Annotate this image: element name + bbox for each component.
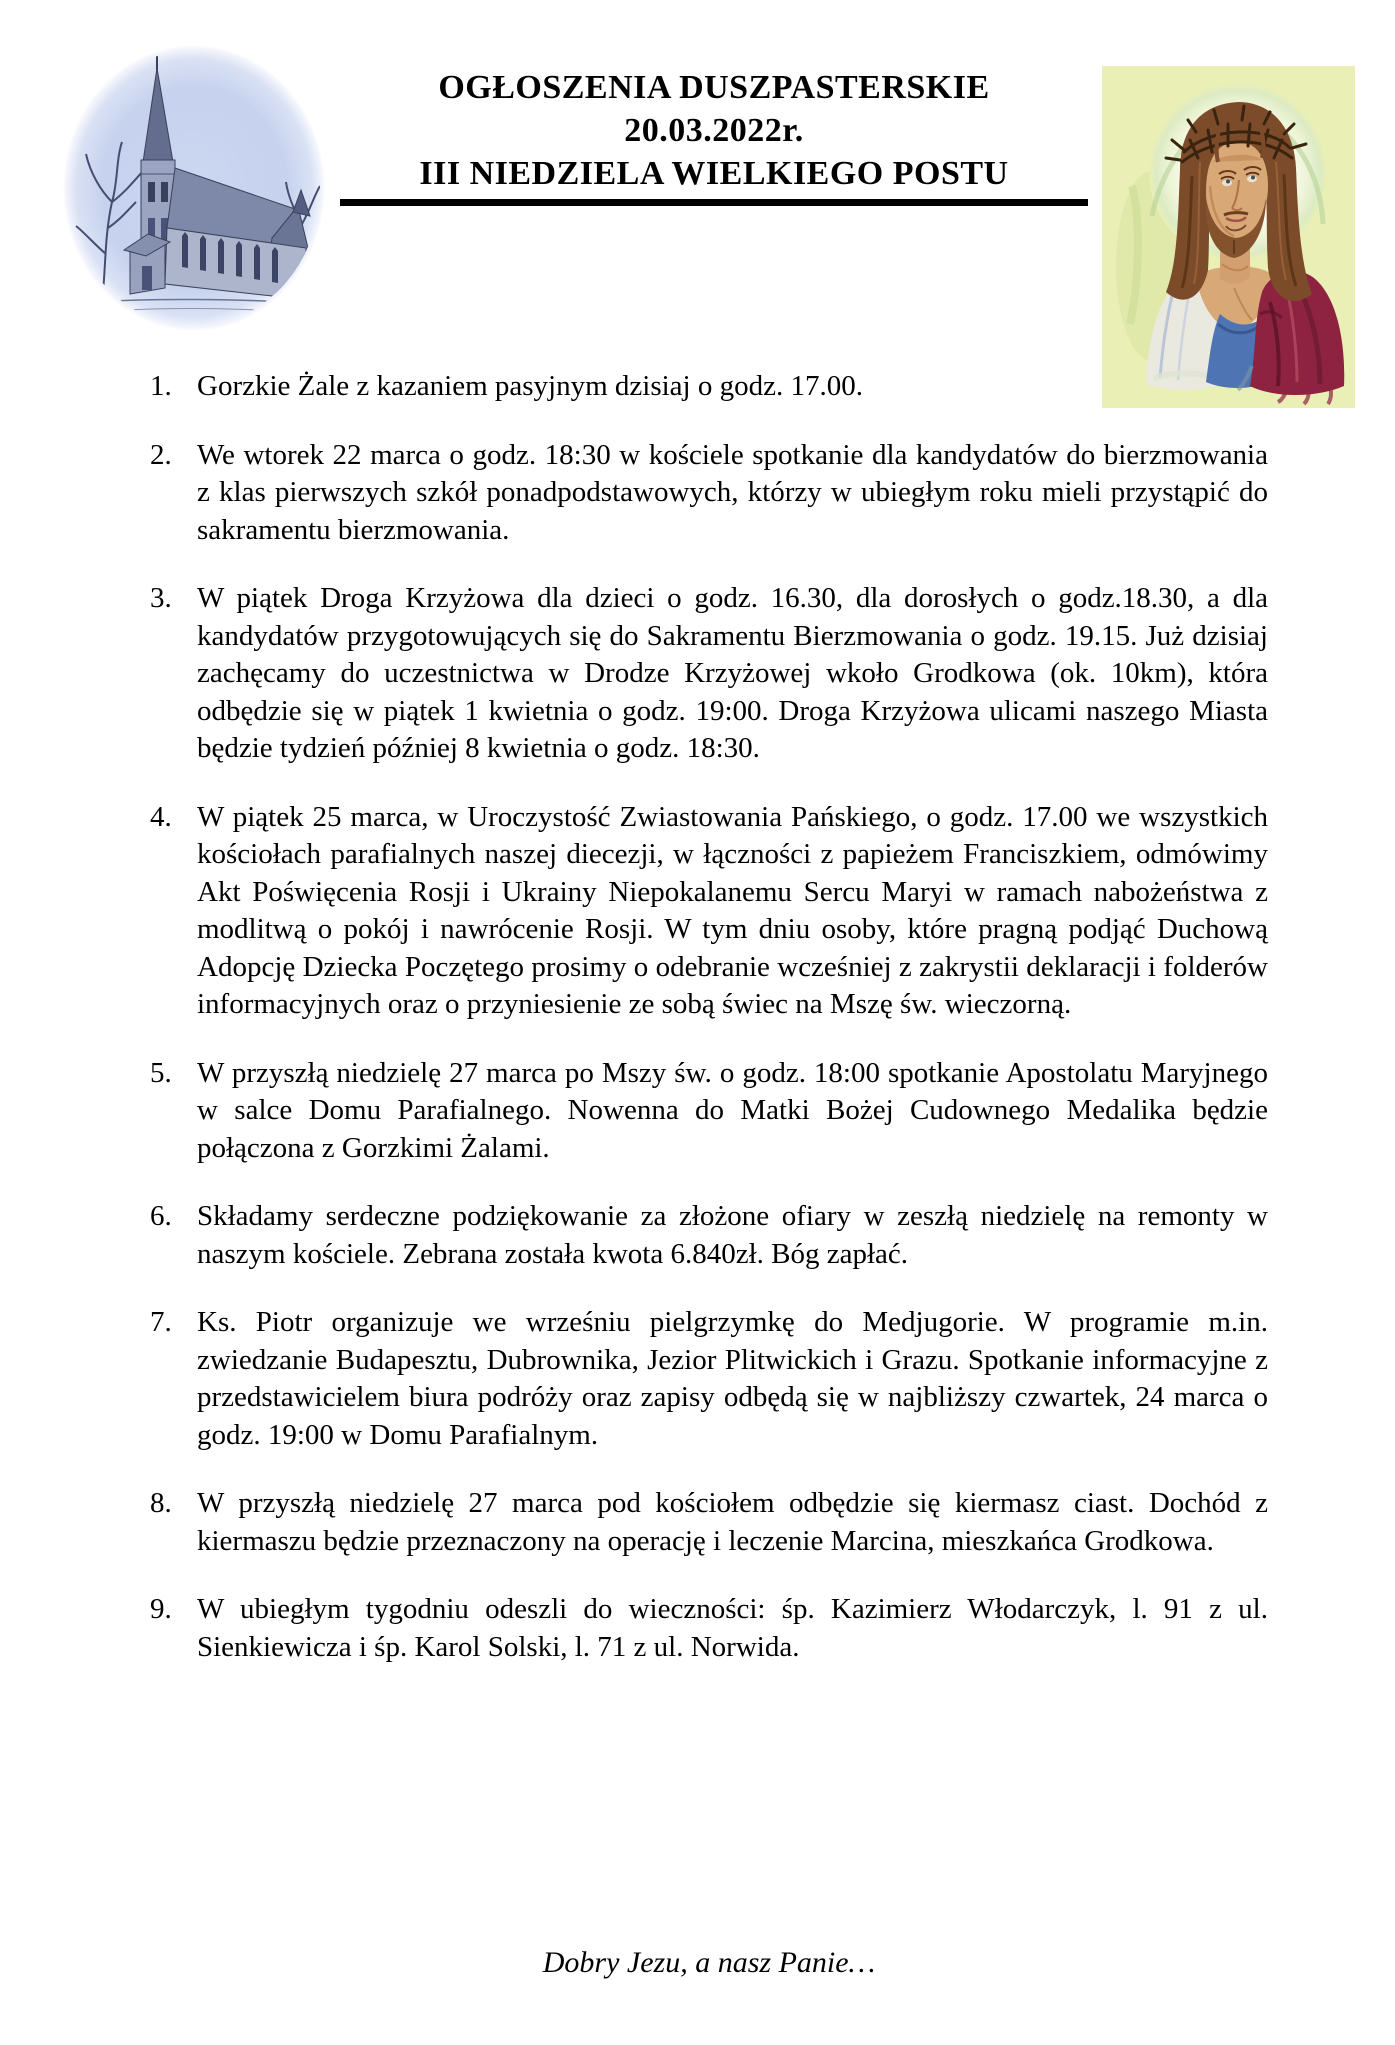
jesus-portrait-drawing [1102,66,1355,408]
announcement-number: 9. [150,1593,172,1625]
announcement-item-8 [150,1485,1268,1560]
announcement-text: W piątek 25 marca, w Uroczystość Zwiastowania Pańskiego, o godz. 17.00 we wszystkich kościołach parafialnych naszej diecezji, w łączności z papieżem Franciszkiem, odmówimy Akt Poświęcenia Rosji i Ukrainy Niepokalanemu Sercu Maryi w ramach nabożeństwa z modlitwą o pokój i nawrócenie Rosji. W tym dniu osoby, które pragną podjąć Duchową Adopcję Dziecka Poczętego prosimy o odebranie wcześniej z zakrystii deklaracji i folderów informacyjnych oraz o przyniesienie ze sobą świec na Mszę św. wieczorną. [197,800,1268,1020]
announcement-number: 6. [150,1200,172,1232]
announcement-text: Gorzkie Żale z kazaniem pasyjnym dzisiaj o godz. 17.00. [197,370,863,402]
bulletin-subtitle: III NIEDZIELA WIELKIEGO POSTU [419,155,1009,192]
announcement-item-9 [150,1591,1268,1666]
announcement-text: W przyszłą niedzielę 27 marca pod kościołem odbędzie się kiermasz ciast. Dochód z kiermaszu będzie przeznaczony na operację i leczenie Marcina, mieszkańca Grodkowa. [197,1487,1268,1557]
announcement-item-2 [150,437,1268,550]
announcement-text: Ks. Piotr organizuje we wrześniu pielgrzymkę do Medjugorie. W programie m.in. zwiedzanie Budapesztu, Dubrownika, Jezior Plitwickich i Grazu. Spotkanie informacyjne z przedstawicielem biura podróży oraz zapisy odbędą się w najbliższy czwartek, 24 marca o godz. 19:00 w Domu Parafialnym. [197,1306,1268,1451]
announcement-text: We wtorek 22 marca o godz. 18:30 w kościele spotkanie dla kandydatów do bierzmowania z klas pierwszych szkół ponadpodstawowych, którzy w ubiegłym roku mieli przystąpić do sakramentu bierzmowania. [197,438,1268,546]
announcement-number: 2. [150,438,172,471]
bulletin-header [340,66,1088,195]
closing-prayer: Dobry Jezu, a nasz Panie… [542,1946,876,1979]
bulletin-title: OGŁOSZENIA DUSZPASTERSKIE [438,69,990,106]
announcement-item-5 [150,1055,1268,1168]
announcement-text: W ubiegłym tygodniu odeszli do wieczności: śp. Kazimierz Włodarczyk, l. 91 z ul. Sienkiewicza i śp. Karol Solski, l. 71 z ul. Norwida. [197,1593,1268,1663]
church-sketch-drawing [60,42,328,332]
announcements-list [150,368,1268,1697]
announcement-text: Składamy serdeczne podziękowanie za złożone ofiary w zeszłą niedzielę na remonty w naszym kościele. Zebrana została kwota 6.840zł. Bóg zapłać. [197,1200,1268,1270]
header-divider [340,199,1088,206]
announcement-number: 3. [150,582,172,614]
jesus-portrait-image [1102,66,1355,408]
announcement-number: 4. [150,800,172,833]
announcement-item-4 [150,799,1268,1024]
announcement-text: W piątek Droga Krzyżowa dla dzieci o godz. 16.30, dla dorosłych o godz.18.30, a dla kandydatów przygotowujących się do Sakramentu Bierzmowania o godz. 19.15. Już dzisiaj zachęcamy do uczestnictwa w Drodze Krzyżowej wkoło Grodkowa (ok. 10km), która odbędzie się w piątek 1 kwietnia o godz. 19:00. Droga Krzyżowa ulicami naszego Miasta będzie tydzień później 8 kwietnia o godz. 18:30. [197,582,1268,764]
announcement-number: 5. [150,1056,172,1089]
announcement-item-3 [150,580,1268,768]
announcement-text: W przyszłą niedzielę 27 marca po Mszy św. o godz. 18:00 spotkanie Apostolatu Maryjnego w salce Domu Parafialnego. Nowenna do Matki Bożej Cudownego Medalika będzie połączona z Gorzkimi Żalami. [197,1056,1268,1164]
church-sketch-image [60,42,328,332]
announcement-number: 8. [150,1487,172,1519]
bulletin-date: 20.03.2022r. [624,112,804,149]
announcement-item-1 [150,368,1268,406]
announcement-number: 7. [150,1306,172,1338]
announcement-item-6 [150,1198,1268,1273]
announcement-number: 1. [150,370,172,402]
announcement-item-7 [150,1304,1268,1454]
